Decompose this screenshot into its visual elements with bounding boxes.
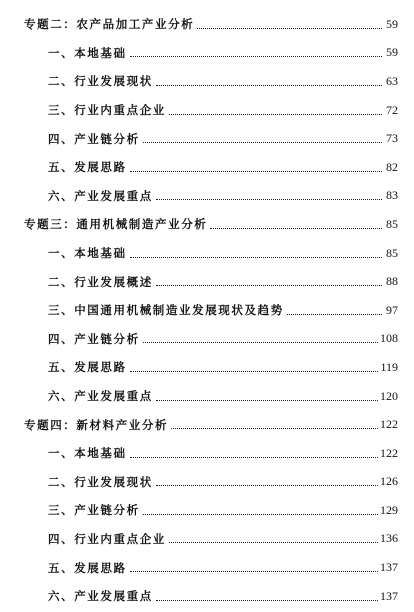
toc-entry-section[interactable] [0,239,414,268]
dot-leader [156,285,382,286]
dot-leader [197,28,382,29]
toc-entry-page-number: 83 [386,188,398,203]
toc-entry-section[interactable] [0,39,414,68]
toc-entry-title: 五、发展思路 [48,360,127,375]
toc-entry-chapter[interactable] [0,210,414,239]
toc-entry-title: 一、本地基础 [48,446,127,461]
toc-entry-title: 四、产业链分析 [48,331,140,346]
toc-entry-section[interactable] [0,124,414,153]
toc-entry-title: 四、产业链分析 [48,131,140,146]
dot-leader [171,428,378,429]
toc-entry-section[interactable] [0,525,414,554]
toc-entry-title: 四、行业内重点企业 [48,531,166,546]
toc-entry-chapter[interactable] [0,10,414,39]
toc-entry-title: 二、行业发展现状 [48,474,153,489]
toc-entry-section[interactable] [0,267,414,296]
toc-entry-title: 三、产业链分析 [48,503,140,518]
toc-entry-page-number: 108 [380,331,398,346]
toc-entry-title: 专题四：新材料产业分析 [24,417,169,432]
toc-entry-page-number: 85 [386,216,398,231]
dot-leader [143,142,382,143]
toc-entry-section[interactable] [0,553,414,582]
toc-entry-title: 六、产业发展重点 [48,188,153,203]
toc-entry-page-number: 73 [386,131,398,146]
toc-entry-title: 专题三：通用机械制造产业分析 [24,217,208,232]
toc-entry-chapter[interactable] [0,410,414,439]
toc-entry-title: 六、产业发展重点 [48,389,153,404]
toc-entry-title: 二、行业发展现状 [48,74,153,89]
toc-entry-page-number: 136 [380,531,398,546]
toc-entry-section[interactable] [0,382,414,411]
dot-leader [130,257,382,258]
toc-entry-page-number: 119 [380,359,398,374]
toc-entry-title: 五、发展思路 [48,560,127,575]
toc-entry-section[interactable] [0,353,414,382]
toc-entry-page-number: 129 [380,502,398,517]
toc-entry-section[interactable] [0,153,414,182]
dot-leader [130,56,382,57]
toc-entry-page-number: 72 [386,102,398,117]
toc-entry-page-number: 122 [380,417,398,432]
dot-leader [130,371,379,372]
toc-entry-page-number: 122 [380,445,398,460]
toc-entry-section[interactable] [0,67,414,96]
dot-leader [156,600,378,601]
toc-entry-title: 二、行业发展概述 [48,274,153,289]
dot-leader [143,514,378,515]
toc-entry-page-number: 97 [386,302,398,317]
dot-leader [143,342,378,343]
dot-leader [169,542,378,543]
toc-entry-title: 一、本地基础 [48,45,127,60]
toc-entry-page-number: 137 [380,588,398,603]
toc-entry-section[interactable] [0,439,414,468]
toc-entry-page-number: 137 [380,560,398,575]
toc-entry-page-number: 126 [380,474,398,489]
dot-leader [156,400,378,401]
toc-entry-section[interactable] [0,182,414,211]
toc-entry-title: 一、本地基础 [48,246,127,261]
dot-leader [210,228,382,229]
toc-entry-section[interactable] [0,468,414,497]
toc-entry-page-number: 59 [386,16,398,31]
toc-entry-page-number: 85 [386,245,398,260]
toc-entry-page-number: 120 [380,388,398,403]
dot-leader [130,457,378,458]
dot-leader [130,171,382,172]
toc-entry-title: 五、发展思路 [48,160,127,175]
table-of-contents [0,10,414,610]
dot-leader [130,571,378,572]
toc-entry-page-number: 82 [386,159,398,174]
toc-entry-page-number: 59 [386,45,398,60]
toc-entry-title: 三、中国通用机械制造业发展现状及趋势 [48,303,284,318]
dot-leader [156,85,382,86]
toc-entry-title: 三、行业内重点企业 [48,103,166,118]
toc-entry-title: 专题二：农产品加工产业分析 [24,17,195,32]
toc-entry-section[interactable] [0,582,414,611]
dot-leader [156,199,382,200]
toc-entry-page-number: 88 [386,274,398,289]
toc-entry-section[interactable] [0,296,414,325]
toc-entry-section[interactable] [0,96,414,125]
dot-leader [287,314,382,315]
dot-leader [156,485,378,486]
toc-entry-page-number: 63 [386,73,398,88]
toc-entry-section[interactable] [0,325,414,354]
dot-leader [169,114,382,115]
toc-entry-section[interactable] [0,496,414,525]
toc-entry-title: 六、产业发展重点 [48,589,153,604]
